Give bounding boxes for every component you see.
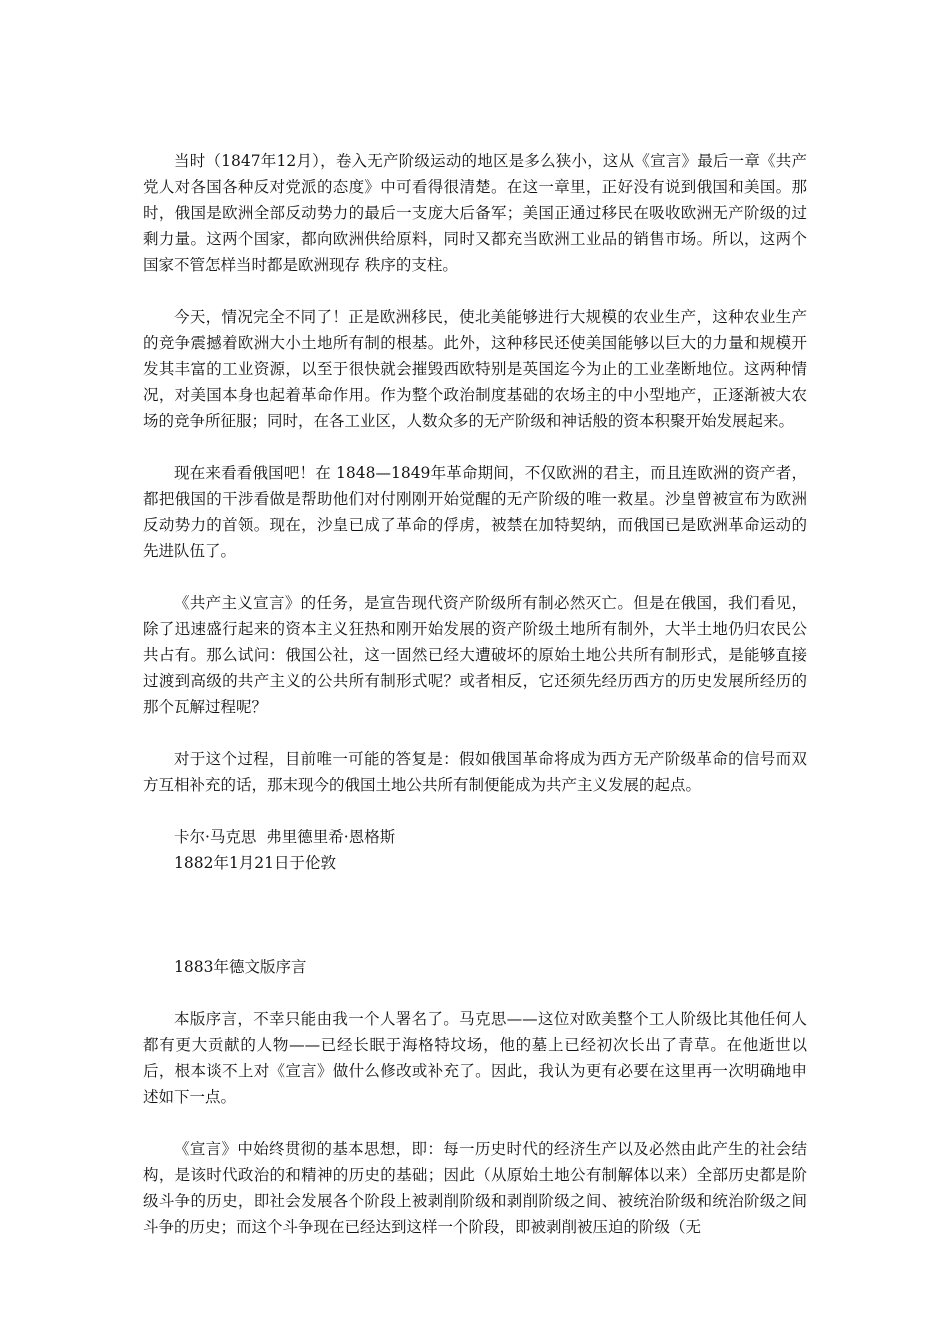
section-gap <box>143 876 807 954</box>
paragraph: 当时（1847年12月），卷入无产阶级运动的地区是多么狭小，这从《宣言》最后一章《共产党人对各国各种反对党派的态度》中可看得很清楚。在这一章里，正好没有说到俄国和美国。那时，俄国是欧洲全部反动势力的最后一支庞大后备军；美国正通过移民在吸收欧洲无产阶级的过剩力量。这两个国家，都向欧洲供给原料，同时又都充当欧洲工业品的销售市场。所以，这两个国家不管怎样当时都是欧洲现存 秩序的支柱。 <box>143 152 807 274</box>
paragraph: 今天，情况完全不同了！正是欧洲移民，使北美能够进行大规模的农业生产，这种农业生产的竞争震撼着欧洲大小土地所有制的根基。此外，这种移民还使美国能够以巨大的力量和规模开发其丰富的工业资源，以至于很快就会摧毁西欧特别是英国迄今为止的工业垄断地位。这两种情况，对美国本身也起着革命作用。作为整个政治制度基础的农场主的中小型地产，正逐渐被大农场的竞争所征服；同时，在各工业区，人数众多的无产阶级和神话般的资本积聚开始发展起来。 <box>143 308 807 430</box>
paragraph: 对于这个过程，目前唯一可能的答复是：假如俄国革命将成为西方无产阶级革命的信号而双方互相补充的话，那末现今的俄国土地公共所有制便能成为共产主义发展的起点。 <box>143 750 807 794</box>
signature: 卡尔·马克思 弗里德里希·恩格斯 <box>174 828 396 846</box>
document-body <box>143 148 807 1266</box>
date-place: 1882年1月21日于伦敦 <box>174 854 337 872</box>
signature-block <box>143 824 807 876</box>
paragraph: 本版序言，不幸只能由我一个人署名了。马克思——这位对欧美整个工人阶级比其他任何人都有更大贡献的人物——已经长眠于海格特坟场，他的墓上已经初次长出了青草。在他逝世以后，根本谈不上对《宣言》做什么修改或补充了。因此，我认为更有必要在这里再一次明确地申述如下一点。 <box>143 1010 807 1106</box>
paragraph: 《共产主义宣言》的任务，是宣告现代资产阶级所有制必然灭亡。但是在俄国，我们看见，除了迅速盛行起来的资本主义狂热和刚开始发展的资产阶级土地所有制外，大半土地仍归农民公共占有。那么试问：俄国公社，这一固然已经大遭破坏的原始土地公共所有制形式，是能够直接过渡到高级的共产主义的公共所有制形式呢？或者相反，它还须先经历西方的历史发展所经历的那个瓦解过程呢？ <box>143 594 807 716</box>
section-heading: 1883年德文版序言 <box>174 958 307 976</box>
paragraph: 现在来看看俄国吧！在 1848—1849年革命期间，不仅欧洲的君主，而且连欧洲的资产者，都把俄国的干涉看做是帮助他们对付刚刚开始觉醒的无产阶级的唯一救星。沙皇曾被宣布为欧洲反动势力的首领。现在，沙皇已成了革命的俘虏，被禁在加特契纳，而俄国已是欧洲革命运动的先进队伍了。 <box>143 464 807 560</box>
paragraph: 《宣言》中始终贯彻的基本思想，即：每一历史时代的经济生产以及必然由此产生的社会结构，是该时代政治的和精神的历史的基础；因此（从原始土地公有制解体以来）全部历史都是阶级斗争的历史，即社会发展各个阶段上被剥削阶级和剥削阶级之间、被统治阶级和统治阶级之间斗争的历史；而这个斗争现在已经达到这样一个阶段，即被剥削被压迫的阶级（无 <box>143 1140 807 1236</box>
